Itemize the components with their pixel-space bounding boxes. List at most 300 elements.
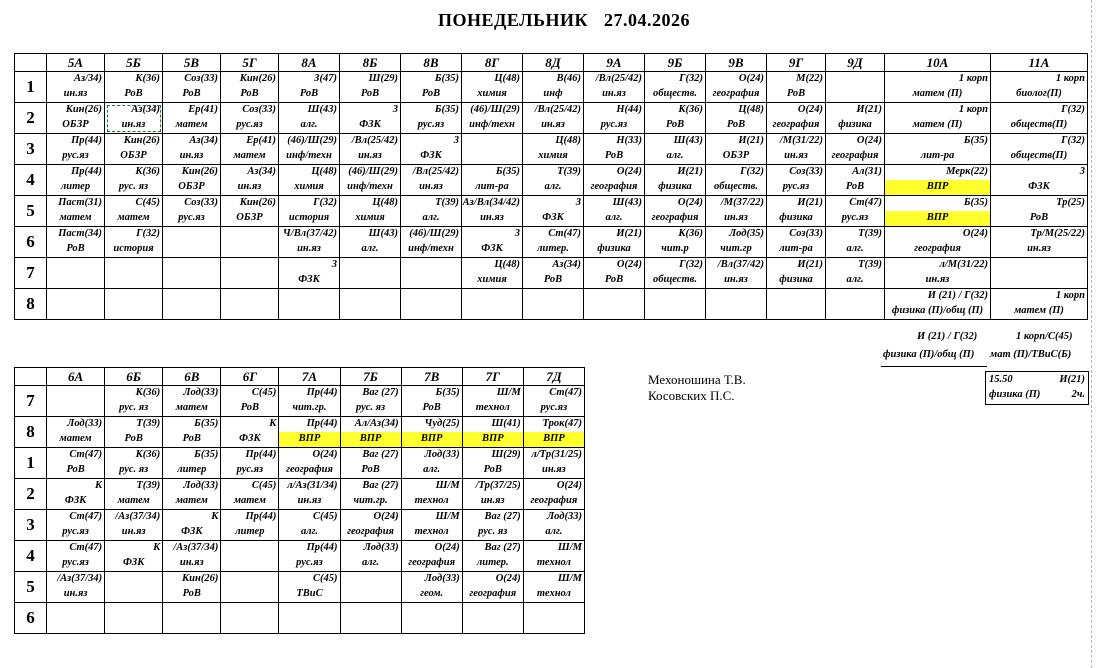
subject: ТВиС [296,588,323,599]
schedule-cell[interactable] [340,448,401,479]
schedule-cell[interactable] [279,541,340,572]
teacher-room: Соз(33) [242,104,276,115]
schedule-cell[interactable] [340,227,401,258]
schedule-cell[interactable] [584,196,645,227]
lesson-number: 3 [15,134,47,165]
schedule-cell[interactable] [163,510,221,541]
schedule-cell[interactable] [584,289,645,320]
note-subject: физика (П) [989,389,1041,400]
schedule-cell[interactable] [105,572,163,603]
schedule-cell[interactable] [105,479,163,510]
schedule-cell[interactable] [826,72,885,103]
schedule-cell[interactable] [584,227,645,258]
teacher-room [401,289,461,304]
schedule-cell[interactable] [767,227,826,258]
schedule-cell[interactable] [767,289,826,320]
schedule-cell[interactable] [340,572,401,603]
schedule-cell[interactable] [401,417,462,448]
schedule-cell[interactable] [221,448,279,479]
teacher-room [105,289,162,304]
schedule-cell[interactable] [105,510,163,541]
teacher-room: Тр(25) [1056,197,1085,208]
header-row [15,368,585,386]
subject: физика [779,212,813,223]
subject: алг. [666,150,684,161]
schedule-cell[interactable] [401,386,462,417]
schedule-cell[interactable] [279,448,340,479]
schedule-cell[interactable] [221,227,279,258]
schedule-cell[interactable] [826,196,885,227]
schedule-cell[interactable] [401,448,462,479]
signatures [648,372,746,404]
schedule-cell[interactable] [645,72,706,103]
schedule-cell[interactable] [462,572,523,603]
schedule-cell[interactable] [279,603,340,634]
subject: ФЗК [122,557,145,568]
schedule-cell[interactable] [767,134,826,165]
teacher-room: Ш/М [496,387,521,398]
schedule-cell[interactable] [221,72,279,103]
subject: РоВ [604,150,624,161]
schedule-cell[interactable] [401,603,462,634]
schedule-cell[interactable] [885,196,991,227]
subject [401,273,461,288]
schedule-cell[interactable] [523,289,584,320]
schedule-cell[interactable] [105,72,163,103]
lesson-row [15,103,1088,134]
schedule-cell[interactable] [221,289,279,320]
schedule-cell[interactable] [885,72,991,103]
schedule-cell[interactable] [584,103,645,134]
schedule-cell[interactable] [47,479,105,510]
schedule-cell[interactable] [462,165,523,196]
schedule-cell[interactable] [462,448,523,479]
subject: матем [175,119,208,130]
teacher-room: Ал(31) [852,166,882,177]
schedule-cell[interactable] [523,603,584,634]
schedule-cell[interactable] [885,165,991,196]
schedule-cell[interactable] [462,510,523,541]
teacher-room: Ц(48) [494,259,520,270]
schedule-cell[interactable] [163,603,221,634]
schedule-cell[interactable] [523,258,584,289]
schedule-cell[interactable] [340,289,401,320]
schedule-cell[interactable] [163,103,221,134]
schedule-cell[interactable] [47,417,105,448]
schedule-cell[interactable] [645,289,706,320]
schedule-cell[interactable] [645,103,706,134]
schedule-cell[interactable] [401,541,462,572]
schedule-cell[interactable] [523,541,584,572]
schedule-cell[interactable] [523,103,584,134]
schedule-cell[interactable] [47,196,105,227]
schedule-cell[interactable] [462,103,523,134]
schedule-cell[interactable] [462,541,523,572]
schedule-cell[interactable] [706,103,767,134]
teacher-room: (46)/Ш(29) [470,104,520,115]
schedule-cell[interactable] [221,479,279,510]
subject: ин.яз [121,119,146,130]
subject: физика [838,119,872,130]
subject: технол [536,588,571,599]
lesson-row [15,479,585,510]
teacher-room: /Вл(37/42) [717,259,764,270]
class-header: 9Г [767,54,826,72]
schedule-cell[interactable] [767,103,826,134]
extra-row-d1: 1 корп/С(45) [1016,331,1073,342]
teacher-room: Т(39) [435,197,459,208]
schedule-cell[interactable] [221,386,279,417]
schedule-cell[interactable] [826,258,885,289]
teacher-room: И(21) [797,197,823,208]
schedule-cell[interactable] [163,572,221,603]
class-header: 9Д [826,54,885,72]
schedule-cell[interactable] [340,103,401,134]
subject [163,273,220,288]
schedule-cell[interactable] [462,258,523,289]
schedule-cell[interactable] [523,479,584,510]
schedule-cell[interactable] [523,572,584,603]
schedule-cell[interactable] [706,289,767,320]
schedule-cell[interactable] [340,258,401,289]
schedule-cell[interactable] [221,196,279,227]
subject: РоВ [726,119,746,130]
schedule-cell[interactable] [105,196,163,227]
schedule-cell[interactable] [706,165,767,196]
schedule-cell[interactable] [462,227,523,258]
subject: РоВ [1029,212,1049,223]
subject: инф/техн [408,243,454,254]
schedule-cell[interactable] [47,541,105,572]
schedule-cell[interactable] [767,258,826,289]
schedule-cell[interactable] [885,103,991,134]
schedule-cell[interactable] [105,417,163,448]
schedule-cell[interactable] [105,448,163,479]
subject: рус.яз [236,464,264,475]
teacher-room: Соз(33) [789,166,823,177]
schedule-cell[interactable] [105,103,163,134]
schedule-cell[interactable] [767,196,826,227]
schedule-cell[interactable] [105,165,163,196]
subject: ин.яз [480,212,504,223]
schedule-cell[interactable] [163,258,221,289]
schedule-cell[interactable] [991,134,1088,165]
subject: алг. [544,181,562,192]
subject: ВПР [885,180,990,195]
schedule-cell[interactable] [221,572,279,603]
schedule-cell[interactable] [340,134,401,165]
subject [47,401,104,416]
schedule-cell[interactable] [523,510,584,541]
teacher-room [279,289,339,304]
schedule-cell[interactable] [47,448,105,479]
schedule-cell[interactable] [584,258,645,289]
schedule-cell[interactable] [163,134,221,165]
teacher-room: Лод(33) [363,542,399,553]
schedule-cell[interactable] [105,386,163,417]
schedule-cell[interactable] [826,103,885,134]
subject: география [772,119,820,130]
schedule-cell[interactable] [47,165,105,196]
schedule-cell[interactable] [279,103,340,134]
subject: ин.яз [63,588,88,599]
schedule-cell[interactable] [401,258,462,289]
schedule-cell[interactable] [163,196,221,227]
subject [402,618,462,633]
schedule-cell[interactable] [523,72,584,103]
teacher-room: Паст(31) [58,197,102,208]
schedule-cell[interactable] [47,386,105,417]
schedule-cell[interactable] [221,134,279,165]
schedule-cell[interactable] [885,258,991,289]
subject: ФЗК [481,243,503,254]
teacher-room: И(21) [677,166,703,177]
schedule-cell[interactable] [885,289,991,320]
schedule-cell[interactable] [105,227,163,258]
schedule-cell[interactable] [991,258,1088,289]
schedule-cell[interactable] [105,541,163,572]
teacher-room: Чуд(25) [424,418,460,429]
schedule-cell[interactable] [221,510,279,541]
schedule-cell[interactable] [279,510,340,541]
teacher-room: К(36) [678,104,703,115]
schedule-cell[interactable] [163,227,221,258]
schedule-cell[interactable] [523,417,584,448]
schedule-cell[interactable] [462,134,523,165]
schedule-cell[interactable] [767,72,826,103]
schedule-cell[interactable] [279,289,340,320]
schedule-cell[interactable] [279,165,340,196]
schedule-cell[interactable] [279,417,340,448]
schedule-cell[interactable] [991,103,1088,134]
schedule-cell[interactable] [163,479,221,510]
schedule-cell[interactable] [279,258,340,289]
schedule-cell[interactable] [401,196,462,227]
teacher-room [340,258,400,273]
schedule-cell[interactable] [221,603,279,634]
schedule-cell[interactable] [340,510,401,541]
schedule-cell[interactable] [279,386,340,417]
subject: ин.яз [1027,243,1051,254]
schedule-cell[interactable] [340,196,401,227]
schedule-cell[interactable] [706,134,767,165]
schedule-cell[interactable] [340,72,401,103]
schedule-cell[interactable] [279,196,340,227]
schedule-cell[interactable] [991,72,1088,103]
schedule-cell[interactable] [221,165,279,196]
schedule-cell[interactable] [163,417,221,448]
subject: РоВ [66,243,85,254]
teacher-room [163,289,220,304]
schedule-cell[interactable] [221,541,279,572]
schedule-cell[interactable] [401,510,462,541]
teacher-room: /Вл(25/42) [595,73,642,84]
schedule-cell[interactable] [163,165,221,196]
schedule-cell[interactable] [221,258,279,289]
teacher-room: Ц(48) [311,166,337,177]
schedule-cell[interactable] [340,603,401,634]
lesson-number: 7 [15,258,47,289]
schedule-cell[interactable] [221,417,279,448]
teacher-room: Г(32) [740,166,764,177]
schedule-cell[interactable] [767,165,826,196]
schedule-cell[interactable] [706,72,767,103]
schedule-cell[interactable] [279,134,340,165]
subject: РоВ [182,433,201,444]
schedule-cell[interactable] [401,479,462,510]
corner-cell [15,368,47,386]
schedule-cell[interactable] [340,479,401,510]
schedule-cell[interactable] [163,289,221,320]
subject [47,304,104,319]
schedule-cell[interactable] [163,448,221,479]
schedule-cell[interactable] [105,289,163,320]
teacher-room: Ст(47) [69,511,103,522]
subject: физика [658,181,692,192]
schedule-cell[interactable] [47,72,105,103]
teacher-room: Г(32) [313,197,337,208]
teacher-room: Лод(33) [67,418,103,429]
schedule-cell[interactable] [279,572,340,603]
schedule-cell[interactable] [523,134,584,165]
subject: ВПР [885,211,990,226]
schedule-cell[interactable] [401,227,462,258]
schedule-cell[interactable] [462,72,523,103]
schedule-cell[interactable] [47,510,105,541]
schedule-cell[interactable] [47,134,105,165]
schedule-cell[interactable] [706,258,767,289]
teacher-room: З(47) [314,73,337,84]
schedule-cell[interactable] [523,165,584,196]
schedule-cell[interactable] [462,417,523,448]
subject: РоВ [240,402,260,413]
subject: матем [59,433,92,444]
schedule-cell[interactable] [645,196,706,227]
schedule-cell[interactable] [401,289,462,320]
subject: ФЗК [420,150,442,161]
schedule-cell[interactable] [163,72,221,103]
schedule-cell[interactable] [105,603,163,634]
teacher-room [402,603,462,618]
lesson-number: 5 [15,196,47,227]
schedule-cell[interactable] [462,603,523,634]
schedule-cell[interactable] [462,289,523,320]
schedule-cell[interactable] [221,103,279,134]
schedule-cell[interactable] [462,386,523,417]
schedule-cell[interactable] [401,165,462,196]
schedule-cell[interactable] [340,386,401,417]
schedule-cell[interactable] [523,386,584,417]
teacher-room [523,289,583,304]
schedule-cell[interactable] [706,196,767,227]
schedule-cell[interactable] [401,134,462,165]
schedule-cell[interactable] [991,289,1088,320]
subject: лит-ра [475,181,509,192]
teacher-room: Ц(48) [372,197,398,208]
schedule-cell[interactable] [47,603,105,634]
subject: алг. [423,464,441,475]
schedule-cell[interactable] [47,258,105,289]
subject: ВПР [341,432,401,447]
subject: география [469,588,517,599]
teacher-room: Аз(34) [552,259,581,270]
subject: география [712,88,760,99]
schedule-cell[interactable] [826,134,885,165]
schedule-cell[interactable] [584,134,645,165]
teacher-room: Соз(33) [184,197,218,208]
schedule-cell[interactable] [885,227,991,258]
schedule-cell[interactable] [279,479,340,510]
schedule-cell[interactable] [523,227,584,258]
schedule-cell[interactable] [885,134,991,165]
subject: ФЗК [298,274,320,285]
schedule-cell[interactable] [523,448,584,479]
note-hours: 2ч. [1071,389,1085,400]
schedule-cell[interactable] [462,196,523,227]
schedule-cell[interactable] [991,165,1088,196]
schedule-cell[interactable] [47,227,105,258]
subject [523,304,583,319]
schedule-cell[interactable] [340,165,401,196]
schedule-cell[interactable] [163,541,221,572]
lesson-row [15,165,1088,196]
subject: чит.гр. [292,402,327,413]
schedule-cell[interactable] [47,103,105,134]
schedule-cell[interactable] [105,258,163,289]
schedule-cell[interactable] [401,72,462,103]
schedule-cell[interactable] [645,258,706,289]
subject: матем (П) [1014,305,1064,316]
schedule-cell[interactable] [826,289,885,320]
schedule-cell[interactable] [645,227,706,258]
schedule-cell[interactable] [340,541,401,572]
teacher-room: Аз(34) [131,104,160,115]
schedule-cell[interactable] [706,227,767,258]
subject [47,273,104,288]
schedule-cell[interactable] [47,572,105,603]
schedule-cell[interactable] [401,103,462,134]
schedule-cell[interactable] [47,289,105,320]
schedule-cell[interactable] [584,72,645,103]
schedule-cell[interactable] [523,196,584,227]
schedule-cell[interactable] [279,72,340,103]
schedule-cell[interactable] [163,386,221,417]
schedule-cell[interactable] [105,134,163,165]
subject: химия [294,181,324,192]
subject: ин.яз [179,150,204,161]
lesson-number: 1 [15,72,47,103]
schedule-cell[interactable] [645,165,706,196]
schedule-cell[interactable] [340,417,401,448]
subject [706,304,766,319]
schedule-cell[interactable] [826,227,885,258]
subject: ФЗК [181,526,203,537]
schedule-cell[interactable] [826,165,885,196]
subject: рус. яз [118,181,149,192]
schedule-cell[interactable] [462,479,523,510]
schedule-cell[interactable] [279,227,340,258]
teacher-room [401,258,461,273]
subject: литер [235,526,265,537]
schedule-cell[interactable] [401,572,462,603]
schedule-cell[interactable] [645,134,706,165]
corner-cell [15,54,47,72]
teacher-room: С(45) [313,573,338,584]
schedule-cell[interactable] [584,165,645,196]
schedule-cell[interactable] [991,227,1088,258]
subject: технол [475,402,510,413]
schedule-cell[interactable] [991,196,1088,227]
